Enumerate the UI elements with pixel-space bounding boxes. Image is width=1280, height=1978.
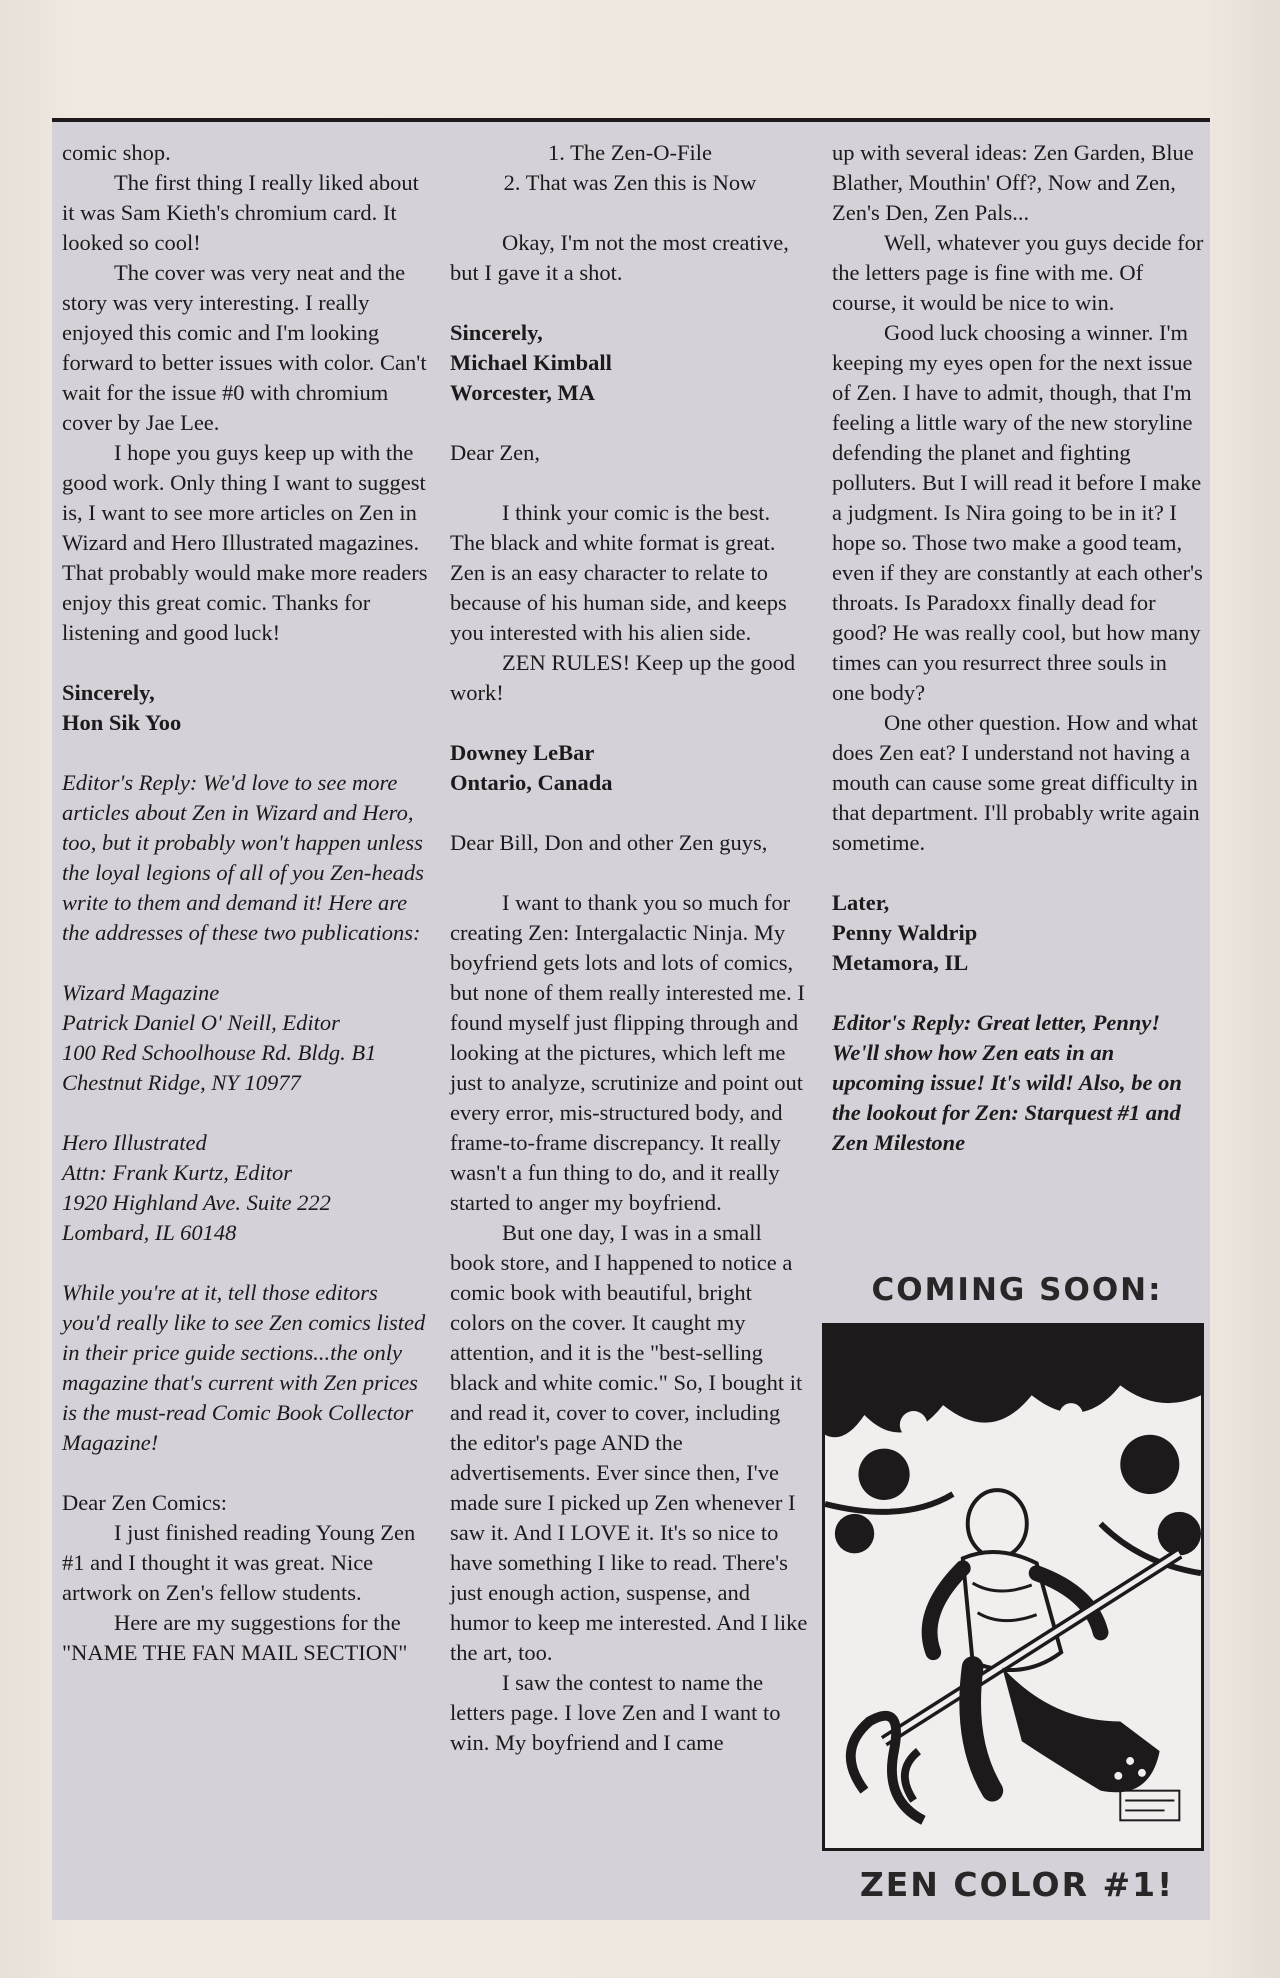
letter-paragraph: Well, whatever you guys decide for the letters page is fine with me. Of course, it would be nice to win. (832, 230, 1204, 315)
letter-paragraph: Okay, I'm not the most creative, but I gave it a shot. (450, 230, 789, 285)
editor-reply: Editor's Reply: We'd love to see more articles about Zen in Wizard and Hero, too, but it probably won't happen unless the loyal legions of all of you Zen-heads write to them and demand it! Here are the addresses of these two publications: (62, 770, 424, 945)
signature-name: Michael Kimball (450, 350, 612, 375)
signoff: Later, (832, 890, 890, 915)
letter-paragraph: I think your comic is the best. The black and white format is great. Zen is an easy character to relate to because of his human side, and keeps you interested with his alien side. (450, 500, 787, 645)
address-line: Chestnut Ridge, NY 10977 (62, 1070, 301, 1095)
ninja-illustration (825, 1326, 1201, 1848)
letter-paragraph: Here are my suggestions for the "NAME THE FAN MAIL SECTION" (62, 1610, 408, 1665)
signoff: Sincerely, (450, 320, 543, 345)
ad-footer-title: ZEN COLOR #1! (859, 1865, 1175, 1904)
letter-paragraph: The first thing I really liked about it was Sam Kieth's chromium card. It looked so cool! (62, 170, 419, 255)
address-line: 1920 Highland Ave. Suite 222 (62, 1190, 331, 1215)
signature-location: Ontario, Canada (450, 770, 613, 795)
letter-paragraph: Good luck choosing a winner. I'm keeping my eyes open for the next issue of Zen. I have to admit, though, that I'm feeling a little wary of the new storyline defending the planet and fighting polluters. But I will read it before I make a judgment. Is Nira going to be in it? I hope so. Those two make a good team, even if they are constantly at each other's throats. Is Paradoxx finally dead for good? He was really cool, but how many times can you resurrect three souls in one body? (832, 320, 1203, 705)
suggestion-item: 2. That was Zen this is Now (503, 170, 757, 195)
signoff: Sincerely, (62, 680, 155, 705)
signature-name: Downey LeBar (450, 740, 595, 765)
address-line: 100 Red Schoolhouse Rd. Bldg. B1 (62, 1040, 377, 1065)
signature-name: Hon Sik Yoo (62, 710, 182, 735)
comic-artwork-illustration (822, 1323, 1204, 1851)
letter-greeting: Dear Zen Comics: (62, 1490, 227, 1515)
signature-location: Metamora, IL (832, 950, 969, 975)
column-2 (450, 138, 810, 1758)
letter-paragraph: I saw the contest to name the letters page. I love Zen and I want to win. My boyfriend and I came (450, 1670, 781, 1755)
text-line: comic shop. (62, 140, 171, 165)
column-1 (62, 138, 430, 1668)
address-line: Attn: Frank Kurtz, Editor (62, 1160, 292, 1185)
column-3 (832, 138, 1204, 1158)
letter-paragraph: But one day, I was in a small book store, and I happened to notice a comic book with beautiful, bright colors on the cover. It caught my attention, and it is the "best-selling black and white comic." So, I bought it and read it, cover to cover, including the editor's page AND the advertisements. Ever since then, I've made sure I picked up Zen whenever I saw it. And I LOVE it. It's so nice to have something I like to read. There's just enough action, suspense, and humor to keep me interested. And I like the art, too. (450, 1220, 808, 1665)
letter-greeting: Dear Zen, (450, 440, 540, 465)
letter-paragraph: ZEN RULES! Keep up the good work! (450, 650, 796, 705)
signature-location: Worcester, MA (450, 380, 595, 405)
ad-headline: COMING SOON: (871, 1272, 1163, 1308)
address-line: Patrick Daniel O' Neill, Editor (62, 1010, 340, 1035)
letter-paragraph: I just finished reading Young Zen #1 and I thought it was great. Nice artwork on Zen's fellow students. (62, 1520, 416, 1605)
letter-paragraph: One other question. How and what does Zen eat? I understand not having a mouth can cause some great difficulty in that department. I'll probably write again sometime. (832, 710, 1200, 855)
signature-name: Penny Waldrip (832, 920, 978, 945)
editor-reply: While you're at it, tell those editors you'd really like to see Zen comics listed in their price guide sections...the only magazine that's current with Zen prices is the must-read Comic Book Collector Magazine! (62, 1280, 426, 1455)
suggestion-item: 1. The Zen-O-File (548, 140, 712, 165)
letter-paragraph: I want to thank you so much for creating Zen: Intergalactic Ninja. My boyfriend gets lots and lots of comics, but none of them really interested me. I found myself just flipping through and looking at the pictures, which left me just to analyze, scrutinize and point out every error, mis-structured body, and frame-to-frame discrepancy. It really wasn't a fun thing to do, and it really started to anger my boyfriend. (450, 890, 805, 1215)
editor-reply: Editor's Reply: Great letter, Penny! We'll show how Zen eats in an upcoming issue! It's wild! Also, be on the lookout for Zen: Starquest #1 and Zen Milestone (832, 1010, 1182, 1155)
letter-greeting: Dear Bill, Don and other Zen guys, (450, 830, 768, 855)
text-line: up with several ideas: Zen Garden, Blue Blather, Mouthin' Off?, Now and Zen, Zen's Den, Zen Pals... (832, 140, 1194, 225)
top-rule-divider (52, 118, 1210, 122)
address-line: Hero Illustrated (62, 1130, 207, 1155)
address-line: Lombard, IL 60148 (62, 1220, 237, 1245)
address-line: Wizard Magazine (62, 980, 220, 1005)
letter-paragraph: I hope you guys keep up with the good work. Only thing I want to suggest is, I want to see more articles on Zen in Wizard and Hero Illustrated magazines. That probably would make more readers enjoy this great comic. Thanks for listening and good luck! (62, 440, 428, 645)
letter-paragraph: The cover was very neat and the story was very interesting. I really enjoyed this comic and I'm looking forward to better issues with color. Can't wait for the issue #0 with chromium cover by Jae Lee. (62, 260, 427, 435)
